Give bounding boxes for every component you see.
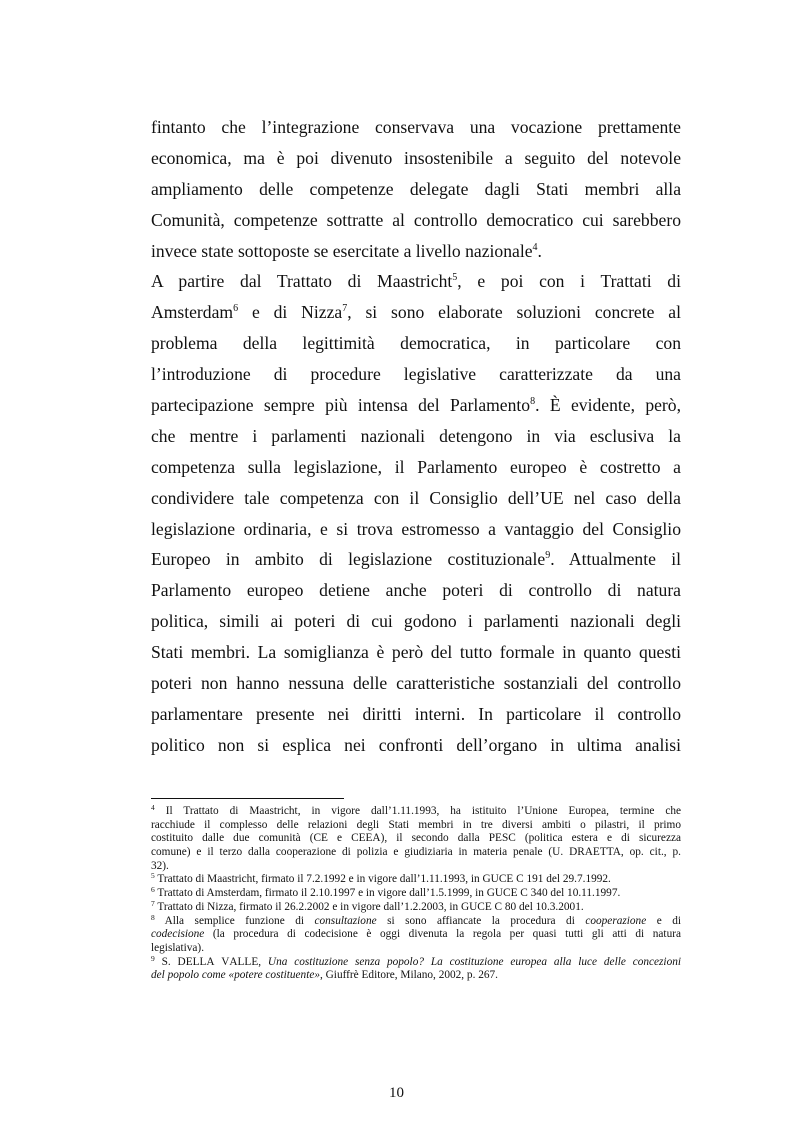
footnote-line bbox=[151, 873, 681, 887]
punctuation: . bbox=[537, 240, 542, 261]
footnote-mark: 4 bbox=[151, 803, 155, 812]
author-name: V bbox=[214, 955, 230, 968]
body-line: economica, ma è poi divenuto insostenibile a seguito del notevole bbox=[151, 147, 681, 168]
body-text-segment: . Attualmente il bbox=[550, 549, 681, 570]
body-line: politica, simili ai poteri di cui godono i parlamenti nazionali degli bbox=[151, 611, 681, 632]
body-text-segment: partecipazione sempre più intensa del Parlamento bbox=[151, 395, 531, 416]
footnote-line bbox=[151, 846, 681, 860]
author-name: RAETTA bbox=[577, 846, 621, 859]
footnote-line bbox=[151, 928, 681, 942]
author-name: ELLA bbox=[185, 955, 215, 968]
term-cooperazione: cooperazione bbox=[585, 914, 647, 927]
book-title: Una costituzione senza popolo? La costituzione europea alla luce delle concezioni bbox=[267, 955, 682, 968]
body-line: parlamentare presente nei diritti interni. In particolare il controllo bbox=[151, 703, 681, 724]
body-text-segment: invece state sottoposte se esercitate a livello nazionale bbox=[151, 240, 533, 261]
body-line: condividere tale competenza con il Consiglio dell’UE nel caso della bbox=[151, 487, 681, 508]
body-line bbox=[151, 544, 681, 575]
footnote-8 bbox=[151, 912, 681, 956]
footnote-mark: 9 bbox=[151, 953, 155, 963]
footnote-mark: 7 bbox=[151, 898, 155, 908]
body-line bbox=[151, 266, 681, 297]
body-text-segment: , si sono elaborate soluzioni concrete al bbox=[347, 302, 681, 323]
footnote-mark: 6 bbox=[151, 885, 155, 895]
book-title: del popolo come «potere costituente» bbox=[151, 969, 320, 982]
body-line: Parlamento europeo detiene anche poteri di controllo di natura bbox=[151, 580, 681, 601]
body-line: ampliamento delle competenze delegate dagli Stati membri alla bbox=[151, 178, 681, 199]
footnote-text: , Giuffrè Editore, Milano, 2002, p. 267. bbox=[320, 969, 499, 982]
body-line bbox=[151, 390, 681, 421]
footnote-line bbox=[151, 953, 682, 970]
body-line: politico non si esplica nei confronti dell’organo in ultima analisi bbox=[151, 734, 681, 755]
body-line: legislazione ordinaria, e si trova estromesso a vantaggio del Consiglio bbox=[151, 518, 681, 539]
author-name: S. D bbox=[154, 955, 186, 968]
footnote-ref-6[interactable]: 6 bbox=[233, 303, 239, 315]
body-text-segment: A partire dal Trattato di Maastricht bbox=[151, 271, 453, 292]
footnote-ref-8[interactable]: 8 bbox=[530, 396, 536, 408]
footnote-line bbox=[151, 887, 681, 901]
footnote-text: , op. cit., p. bbox=[620, 846, 681, 859]
body-text-segment: e di Nizza bbox=[238, 302, 343, 323]
body-line: l’introduzione di procedure legislative caratterizzate da una bbox=[151, 364, 681, 385]
footnote-ref-9[interactable]: 9 bbox=[545, 550, 551, 562]
footnote-mark: 8 bbox=[151, 912, 155, 922]
footnote-text: e di bbox=[646, 914, 681, 927]
body-line: problema della legittimità democratica, in particolare con bbox=[151, 333, 681, 354]
footnote-text: comune) e il terzo dalla cooperazione di polizia e giudiziaria in materia penale (U. D bbox=[151, 846, 578, 859]
footnote-7 bbox=[151, 898, 681, 915]
body-line: fintanto che l’integrazione conservava una vocazione prettamente bbox=[151, 117, 681, 137]
body-text-segment: . È evidente, però, bbox=[535, 395, 681, 416]
body-line: Stati membri. La somiglianza è però del tutto formale in quanto questi bbox=[151, 642, 681, 663]
page-number: 10 bbox=[389, 1085, 404, 1101]
footnote-4 bbox=[151, 805, 681, 873]
body-text bbox=[151, 112, 681, 761]
footnote-line bbox=[151, 969, 681, 983]
footnote-text: Trattato di Maastricht, firmato il 7.2.1992 e in vigore dall’1.11.1993, in GUCE C 191 del 29.7.1992. bbox=[154, 873, 611, 886]
body-line: poteri non hanno nessuna delle caratteristiche sostanziali del controllo bbox=[151, 673, 681, 694]
footnote-5 bbox=[151, 873, 681, 887]
footnote-text: , bbox=[258, 955, 268, 968]
footnote-line bbox=[151, 898, 681, 915]
footnote-text: Il Trattato di Maastricht, in vigore dall’1.11.1993, ha istituito l’Unione Europea, termine che bbox=[154, 805, 681, 817]
body-text-segment: Europeo in ambito di legislazione costituzionale bbox=[151, 549, 546, 570]
footnote-line: costituito dalle due comunità (CE e CEEA), il secondo dalla PESC (politica estera e di sicurezza bbox=[151, 832, 681, 845]
footnote-line bbox=[151, 805, 681, 819]
body-line: Comunità, competenze sottratte al controllo democratico cui sarebbero bbox=[151, 209, 681, 230]
term-consultazione: consultazione bbox=[314, 914, 377, 927]
body-line: competenza sulla legislazione, il Parlamento europeo è costretto a bbox=[151, 456, 681, 477]
body-line bbox=[151, 297, 681, 328]
footnote-line: 32). bbox=[151, 859, 169, 872]
footnote-separator bbox=[151, 798, 344, 799]
footnote-line: racchiude il complesso delle relazioni degli Stati membri in tre diversi ambiti o pilastri, il primo bbox=[151, 818, 681, 831]
footnote-6 bbox=[151, 887, 681, 901]
footnote-line: legislativa). bbox=[151, 941, 205, 954]
footnote-ref-5[interactable]: 5 bbox=[452, 272, 458, 284]
footnotes bbox=[151, 805, 681, 983]
footnote-mark: 5 bbox=[151, 871, 155, 881]
body-line: che mentre i parlamenti nazionali detengono in via esclusiva la bbox=[151, 425, 681, 446]
footnote-ref-7[interactable]: 7 bbox=[342, 303, 348, 315]
footnote-text: (la procedura di codecisione è oggi divenuta la regola per quasi tutti gli atti di natura bbox=[204, 928, 681, 941]
body-text-segment: , e poi con i Trattati di bbox=[457, 271, 681, 292]
footnote-text: si sono affiancate la procedura di bbox=[376, 914, 586, 927]
footnote-ref-4[interactable]: 4 bbox=[532, 241, 538, 253]
footnote-text: Trattato di Amsterdam, firmato il 2.10.1997 e in vigore dall’1.5.1999, in GUCE C 340 del 10.11.1997. bbox=[154, 887, 621, 900]
footnote-9 bbox=[151, 953, 682, 983]
footnote-line bbox=[151, 912, 681, 929]
author-name: ALLE bbox=[229, 955, 259, 968]
footnote-text: Alla semplice funzione di bbox=[154, 914, 315, 927]
term-codecisione: codecisione bbox=[151, 928, 205, 941]
footnote-text: Trattato di Nizza, firmato il 26.2.2002 e in vigore dall’1.2.2003, in GUCE C 80 del 10.3.2001. bbox=[154, 900, 584, 913]
body-line bbox=[151, 236, 681, 267]
body-text-segment: Amsterdam bbox=[151, 302, 234, 323]
